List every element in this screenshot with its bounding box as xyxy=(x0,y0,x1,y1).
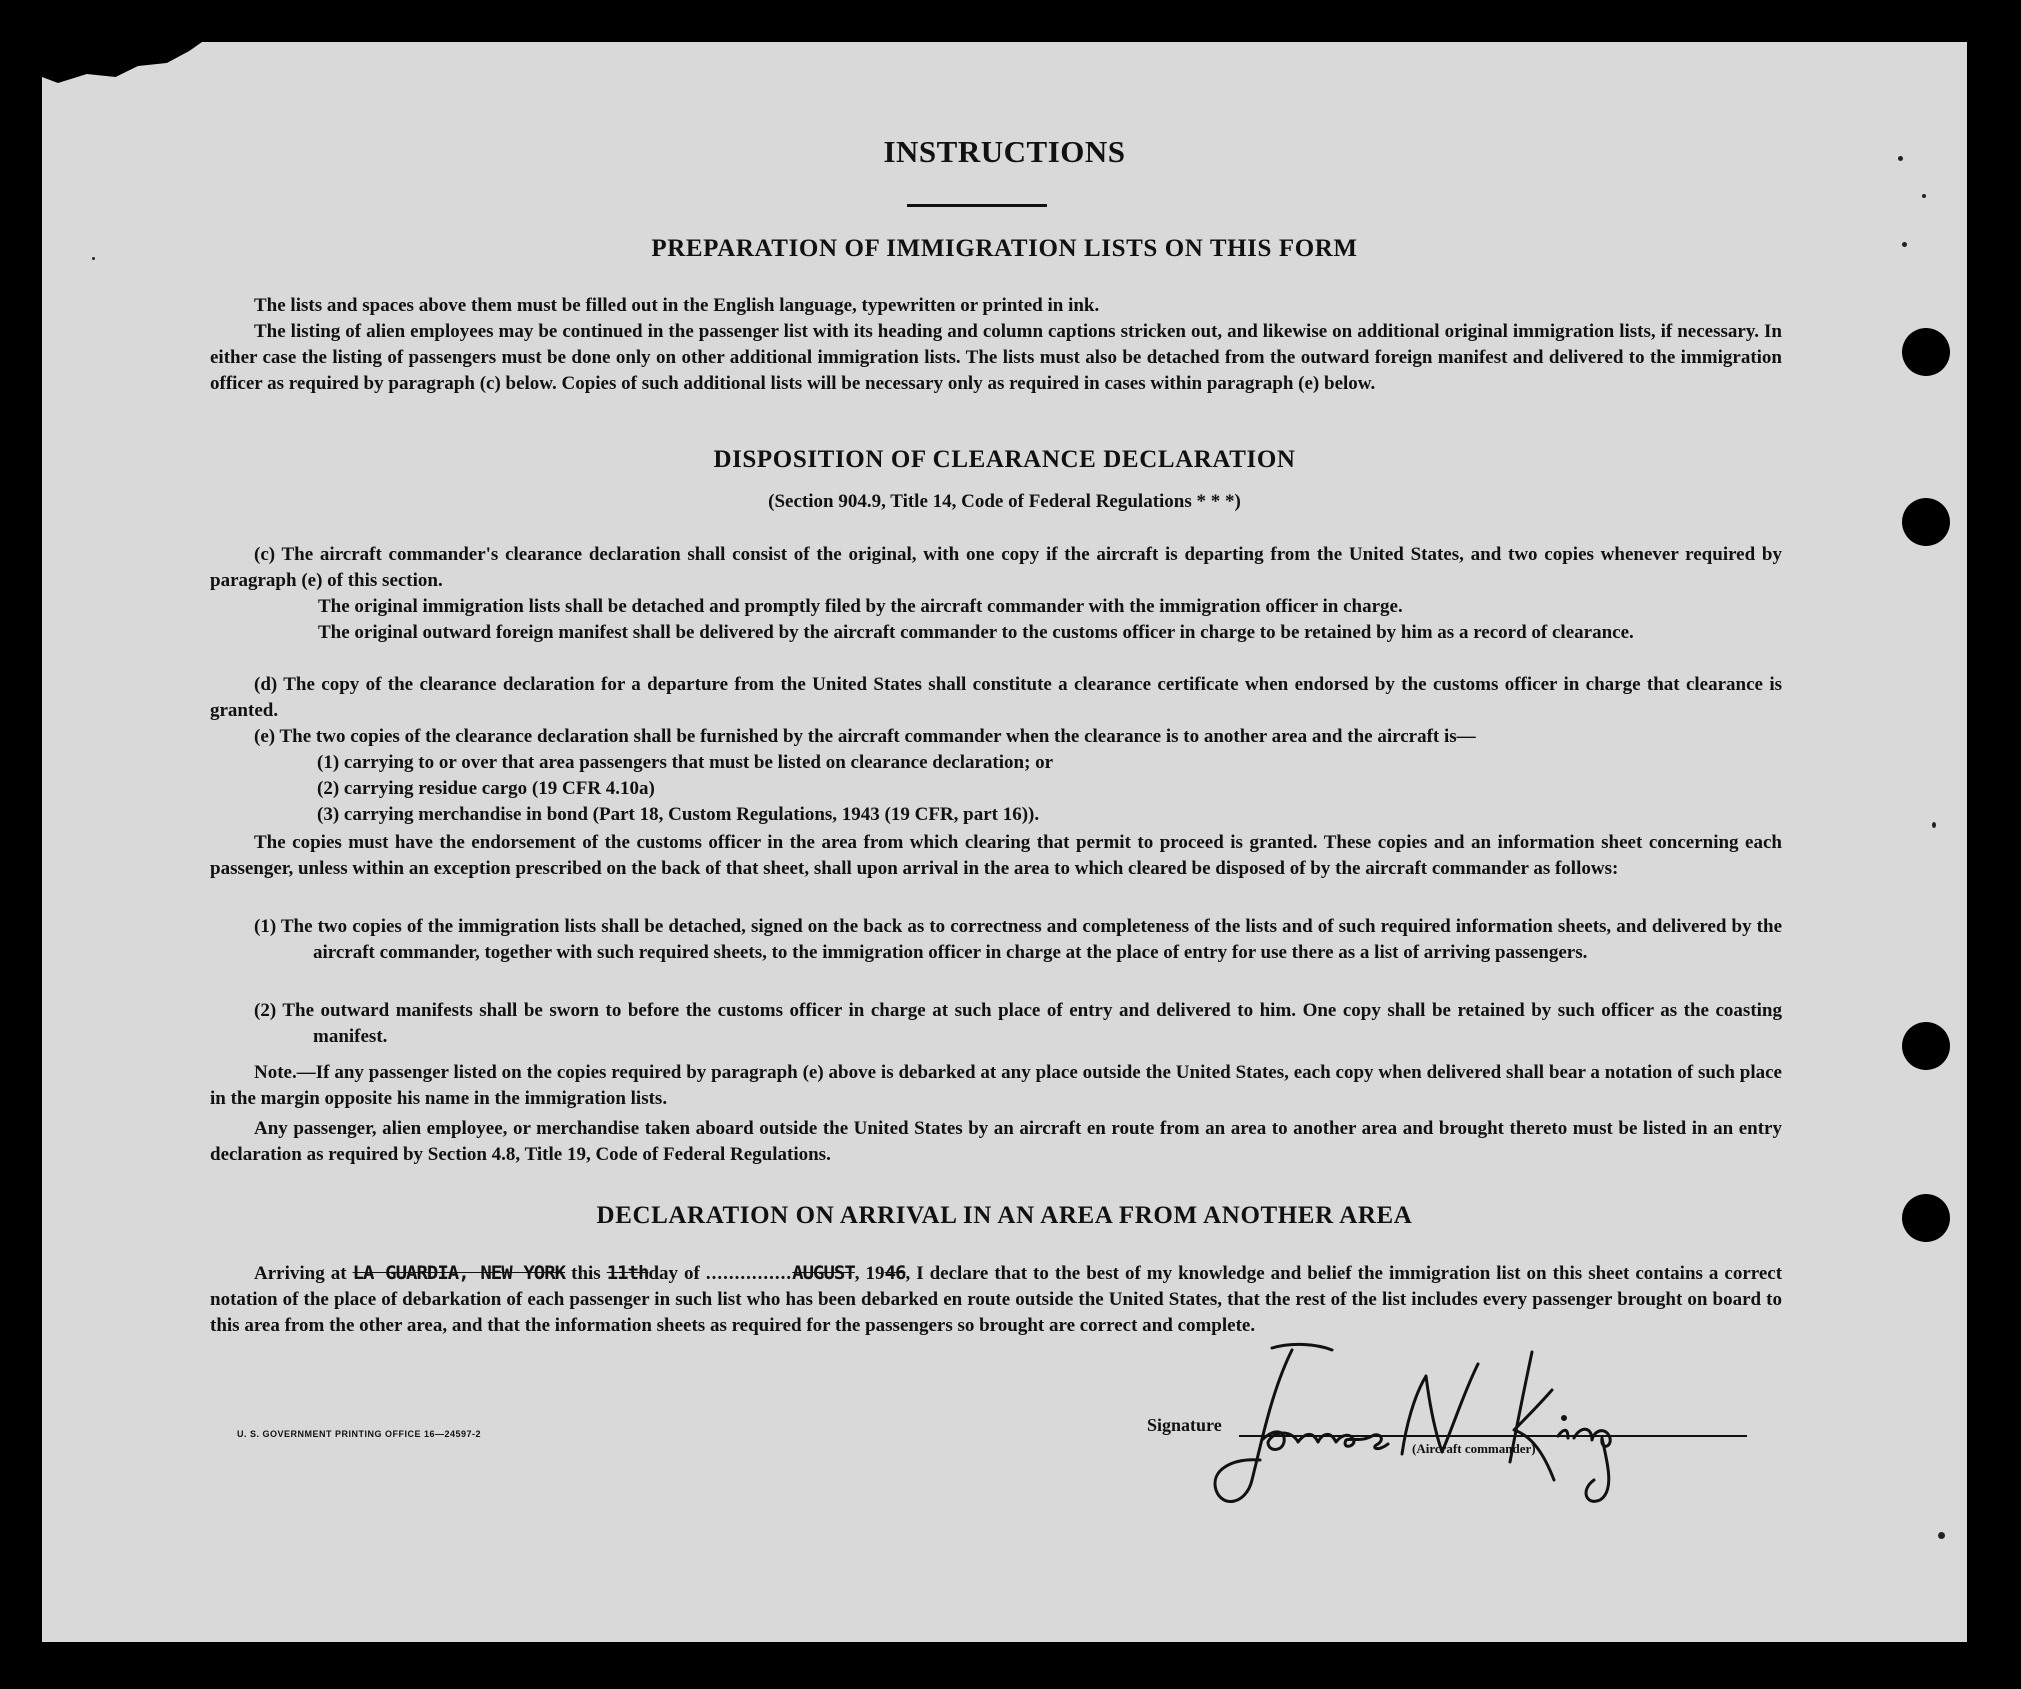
signature-label: Signature xyxy=(1147,1415,1222,1435)
disposition-e3: (3) carrying merchandise in bond (Part 18, Custom Regulations, 1943 (19 CFR, part 16)). xyxy=(317,804,1040,825)
preparation-p2: The listing of alien employees may be continued in the passenger list with its heading and column captions stricken out, and likewise on additional original immigration lists, if necessary. In either case the listing of passengers must be done only on other additional immigration lists. The lists must also be detached from the outward foreign manifest and delivered to the immigration officer as required by paragraph (c) below. Copies of such additional lists will be necessary only as required in cases within paragraph (e) below. xyxy=(210,321,1782,394)
signature-role: (Aircraft commander) xyxy=(1412,1441,1536,1456)
disposition-d: (d) The copy of the clearance declaration for a departure from the United States shall constitute a clearance certificate when endorsed by the customs officer in charge that clearance is granted. xyxy=(210,674,1782,721)
title-rule xyxy=(907,204,1047,207)
day-of-label: day of xyxy=(648,1263,700,1284)
disposition-e: (e) The two copies of the clearance declaration shall be furnished by the aircraft commander when the clearance is to another area and the aircraft is— xyxy=(254,726,1476,747)
declaration-title: DECLARATION ON ARRIVAL IN AN AREA FROM ANOTHER AREA xyxy=(596,1202,1413,1229)
disposition-title: DISPOSITION OF CLEARANCE DECLARATION xyxy=(713,446,1296,473)
speck xyxy=(1922,194,1926,198)
disposition-subtitle: (Section 904.9, Title 14, Code of Federal Regulations * * *) xyxy=(768,491,1241,512)
punch-hole xyxy=(1902,328,1950,376)
disposition-c3: The original outward foreign manifest shall be delivered by the aircraft commander to the customs officer in charge to be retained by him as a record of clearance. xyxy=(318,622,1634,643)
document-page xyxy=(42,42,1967,1642)
torn-corner xyxy=(42,42,202,92)
disposition-n1: (1) The two copies of the immigration lists shall be detached, signed on the back as to correctness and completeness of the lists and of such required information sheets, and delivered by the aircraft commander, together with such required sheets, to the immigration officer in charge at the place of entry for use there as a list of arriving passengers. xyxy=(254,916,1782,963)
disposition-any: Any passenger, alien employee, or merchandise taken aboard outside the United States by an aircraft en route from an area to another area and brought thereto must be listed in an entry declaration as required by Section 4.8, Title 19, Code of Federal Regulations. xyxy=(210,1118,1782,1165)
declaration-paragraph xyxy=(210,1260,1782,1339)
handwritten-signature xyxy=(1202,1330,1662,1530)
disposition-note: Note.—If any passenger listed on the copies required by paragraph (e) above is debarked at any place outside the United States, each copy when delivered shall bear a notation of such place in the margin opposite his name in the immigration lists. xyxy=(210,1062,1782,1109)
arrival-year: 46 xyxy=(884,1262,906,1284)
arrival-place: LA GUARDIA, NEW YORK xyxy=(352,1262,566,1284)
preparation-title: PREPARATION OF IMMIGRATION LISTS ON THIS FORM xyxy=(651,235,1358,262)
disposition-c2: The original immigration lists shall be detached and promptly filed by the aircraft commander with the immigration officer in charge. xyxy=(318,596,1403,617)
arrival-day: 11th xyxy=(606,1262,649,1284)
page-title: INSTRUCTIONS xyxy=(883,134,1126,169)
declaration-rest: , I declare that to the best of my knowledge and belief the immigration list on this sheet contains a correct notation of the place of debarkation of each passenger in such list who has been debarked en route outside the United States, that the rest of the list includes every passenger brought on board to this area from the other area, and that the information sheets as required for the passengers so brought are correct and complete. xyxy=(210,1263,1783,1336)
speck xyxy=(1932,822,1936,828)
this-label: this xyxy=(571,1263,601,1284)
arrival-month: AUGUST xyxy=(792,1262,855,1284)
disposition-e1: (1) carrying to or over that area passengers that must be listed on clearance declaration; or xyxy=(317,752,1054,773)
disposition-copies: The copies must have the endorsement of the customs officer in the area from which clearing that permit to proceed is granted. These copies and an information sheet concerning each passenger, unless within an exception prescribed on the back of that sheet, shall upon arrival in the area to which cleared be disposed of by the aircraft commander as follows: xyxy=(210,832,1782,879)
arriving-at-label: Arriving at xyxy=(254,1263,347,1284)
speck xyxy=(1938,1532,1945,1539)
dotted-leader: ............... xyxy=(705,1263,793,1284)
preparation-p1: The lists and spaces above them must be filled out in the English language, typewritten or printed in ink. xyxy=(254,295,1100,316)
year-prefix: , 19 xyxy=(854,1263,885,1284)
printer-imprint: U. S. GOVERNMENT PRINTING OFFICE 16—24597-2 xyxy=(237,1429,482,1439)
disposition-c1: (c) The aircraft commander's clearance declaration shall consist of the original, with one copy if the aircraft is departing from the United States, and two copies whenever required by paragraph (e) of this section. xyxy=(210,544,1782,591)
punch-hole xyxy=(1902,1022,1950,1070)
disposition-e2: (2) carrying residue cargo (19 CFR 4.10a) xyxy=(317,778,655,799)
disposition-n2: (2) The outward manifests shall be sworn to before the customs officer in charge at such place of entry and delivered to him. One copy shall be retained by such officer as the coasting manifest. xyxy=(254,1000,1782,1047)
